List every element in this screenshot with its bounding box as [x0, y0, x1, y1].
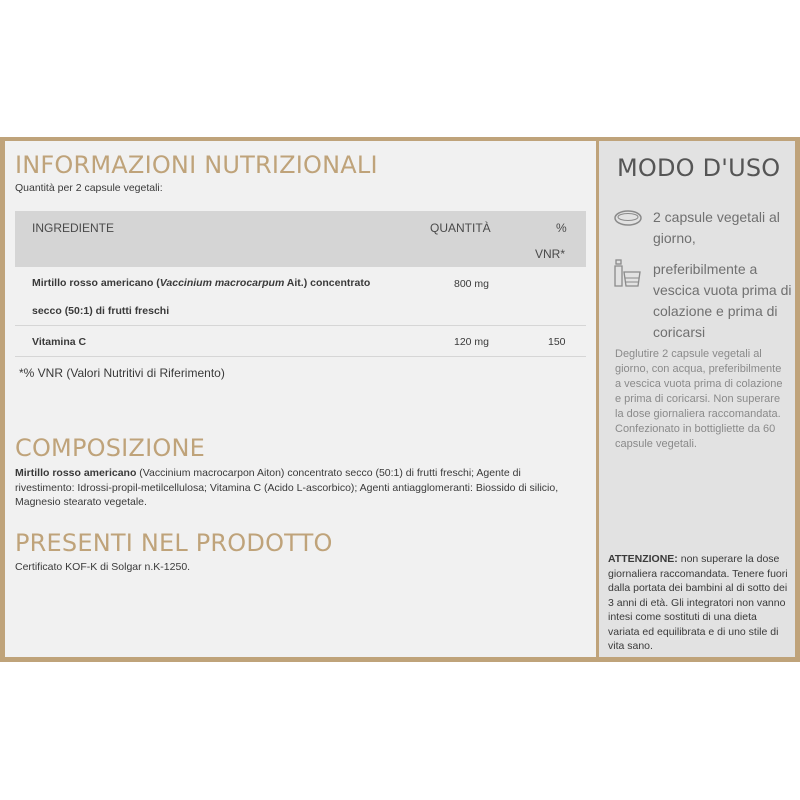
usage-item-2: preferibilmente a vescica vuota prima di colazione e prima di coricarsi [653, 261, 792, 340]
nutrition-panel [5, 141, 596, 657]
header-percent: % [556, 221, 567, 235]
capsule-icon [613, 208, 643, 228]
ingredient-name: Mirtillo rosso americano (Vaccinium macrocarpum Ait.) concentrato [32, 277, 371, 289]
header-vnr: VNR* [535, 247, 566, 261]
header-quantity: QUANTITÀ [430, 221, 491, 235]
table-row [15, 267, 586, 326]
present-text: Certificato KOF-K di Solgar n.K-1250. [15, 561, 191, 573]
ingredient-name: Vitamina C [32, 336, 87, 348]
ingredient-quantity: 120 mg [454, 336, 490, 348]
ingredient-quantity: 800 mg [454, 278, 490, 290]
ingredient-vnr: 150 [548, 336, 566, 348]
nutrition-title: INFORMAZIONI NUTRIZIONALI [15, 151, 378, 179]
usage-paragraph: Deglutire 2 capsule vegetali al giorno, con acqua, preferibilmente a vescica vuota prima di colazione e prima di coricarsi. Non superare la dose giornaliera raccomandata. Confezionato in bottigliette da 60 capsule vegetali. [615, 348, 783, 450]
composition-title: COMPOSIZIONE [15, 434, 205, 462]
usage-item-1: 2 capsule vegetali al giorno, [653, 209, 780, 246]
table-header [15, 211, 586, 267]
nutrition-table [15, 211, 586, 357]
vnr-footnote: *% VNR (Valori Nutritivi di Riferimento) [19, 366, 225, 380]
table-row [15, 326, 586, 357]
ingredient-name-line2: secco (50:1) di frutti freschi [32, 305, 170, 317]
bottle-glass-icon [611, 258, 643, 290]
composition-text: Mirtillo rosso americano (Vaccinium macrocarpon Aiton) concentrato secco (50:1) di frutti freschi; Agente di rivestimento: Idrossi-propil-metilcellulosa; Vitamina C (Acido L-ascorbico); Agenti antiagglomeranti: Biossido di silicio, Magnesio stearato vegetale. [15, 467, 559, 508]
warning-text: ATTENZIONE: non superare la dose giornaliera raccomandata. Tenere fuori dalla portata dei bambini al di sotto dei 3 anni di età. Gli integratori non vanno intesi come sostituti di una dieta variata ed equilibrata e di uno stile di vita sano. [608, 553, 788, 652]
usage-panel [599, 141, 795, 657]
product-info-frame [0, 137, 800, 662]
header-ingredient: INGREDIENTE [32, 221, 115, 235]
nutrition-subtitle: Quantità per 2 capsule vegetali: [15, 182, 163, 194]
present-title: PRESENTI NEL PRODOTTO [15, 529, 333, 557]
usage-title: MODO D'USO [617, 154, 781, 182]
